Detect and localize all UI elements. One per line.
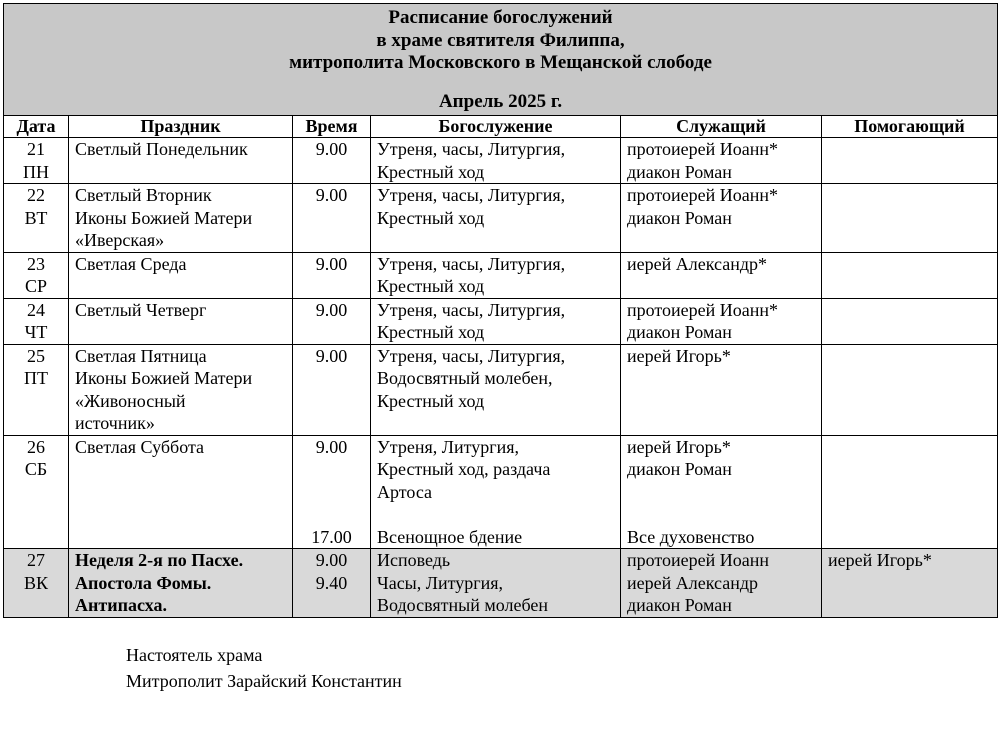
cell-serving bbox=[621, 344, 822, 435]
cell-line: Светлая Среда bbox=[75, 253, 187, 274]
cell-serving bbox=[621, 435, 822, 549]
table-row bbox=[4, 252, 998, 298]
cell-line bbox=[627, 503, 815, 526]
table-row bbox=[4, 435, 998, 549]
cell-line: протоиерей Иоанн* bbox=[627, 299, 779, 320]
cell-line: ПТ bbox=[24, 368, 48, 388]
cell-date bbox=[4, 298, 69, 344]
table-row bbox=[4, 549, 998, 618]
column-header-date: Дата bbox=[4, 116, 69, 138]
cell-date bbox=[4, 435, 69, 549]
title-line: в храме святителя Филиппа, bbox=[376, 29, 625, 51]
cell-time bbox=[293, 184, 371, 253]
rector-title: Настоятель храма bbox=[126, 645, 263, 665]
cell-line bbox=[377, 503, 614, 526]
cell-line: Светлый Вторник bbox=[75, 185, 212, 205]
cell-line: ЧТ bbox=[24, 322, 48, 342]
cell-line: Все духовенство bbox=[627, 526, 755, 547]
cell-line: 24 bbox=[27, 299, 45, 320]
column-header-serving: Служащий bbox=[621, 116, 822, 138]
cell-serving bbox=[621, 549, 822, 618]
cell-time bbox=[293, 252, 371, 298]
table-row bbox=[4, 344, 998, 435]
cell-line: Артоса bbox=[377, 481, 433, 502]
cell-line: 9.00 bbox=[315, 550, 348, 570]
cell-time bbox=[293, 344, 371, 435]
cell-time bbox=[293, 298, 371, 344]
cell-line: иерей Игорь* bbox=[828, 550, 932, 570]
cell-date bbox=[4, 549, 69, 618]
cell-line: СР bbox=[24, 276, 48, 296]
cell-line: Крестный ход bbox=[377, 161, 485, 182]
cell-line: ВТ bbox=[24, 207, 48, 228]
cell-line: диакон Роман bbox=[627, 161, 732, 182]
cell-serving bbox=[621, 252, 822, 298]
cell-feast bbox=[69, 252, 293, 298]
cell-service bbox=[371, 298, 621, 344]
cell-line: Антипасха. bbox=[75, 595, 167, 615]
table-row bbox=[4, 298, 998, 344]
cell-line: Апостола Фомы. bbox=[75, 572, 212, 593]
cell-line: 9.00 bbox=[315, 299, 348, 320]
schedule-sheet bbox=[3, 3, 997, 618]
cell-service bbox=[371, 344, 621, 435]
cell-line bbox=[299, 481, 364, 504]
cell-line bbox=[299, 458, 364, 481]
cell-feast bbox=[69, 344, 293, 435]
cell-line: иерей Александр* bbox=[627, 253, 768, 274]
cell-assisting bbox=[822, 344, 998, 435]
cell-feast bbox=[69, 549, 293, 618]
cell-line: 9.00 bbox=[315, 345, 348, 366]
title-line: митрополита Московского в Мещанской слободе bbox=[289, 52, 712, 73]
cell-service bbox=[371, 549, 621, 618]
cell-date bbox=[4, 252, 69, 298]
cell-line: Утреня, Литургия, bbox=[377, 436, 519, 457]
cell-line: иерей Игорь* bbox=[627, 345, 731, 366]
cell-line: Светлый Понедельник bbox=[75, 139, 248, 159]
cell-line: Водосвятный молебен, bbox=[377, 368, 553, 388]
cell-line: 9.40 bbox=[315, 572, 348, 593]
cell-assisting bbox=[822, 138, 998, 184]
table-row bbox=[4, 184, 998, 253]
cell-date bbox=[4, 138, 69, 184]
cell-line: Утреня, часы, Литургия, bbox=[377, 345, 566, 366]
cell-feast bbox=[69, 435, 293, 549]
cell-line: Часы, Литургия, bbox=[377, 572, 504, 593]
cell-line: «Живоносный bbox=[75, 390, 186, 411]
cell-serving bbox=[621, 138, 822, 184]
cell-service bbox=[371, 252, 621, 298]
cell-line: 9.00 bbox=[315, 139, 348, 159]
schedule-rows bbox=[4, 138, 998, 618]
cell-line: Утреня, часы, Литургия, bbox=[377, 253, 566, 274]
cell-line: 27 bbox=[27, 550, 45, 570]
cell-assisting bbox=[822, 298, 998, 344]
cell-line bbox=[627, 481, 815, 504]
schedule-title bbox=[4, 4, 998, 116]
cell-service bbox=[371, 435, 621, 549]
cell-serving bbox=[621, 298, 822, 344]
month-label: Апрель 2025 г. bbox=[438, 90, 563, 112]
cell-line: ВК bbox=[23, 572, 48, 593]
cell-line: Крестный ход, раздача bbox=[377, 459, 551, 479]
cell-line: протоиерей Иоанн* bbox=[627, 139, 779, 159]
cell-line: источник» bbox=[75, 413, 155, 433]
cell-line: 22 bbox=[27, 185, 45, 205]
cell-line: 25 bbox=[27, 345, 45, 366]
cell-line: Утреня, часы, Литургия, bbox=[377, 139, 566, 159]
column-header-row bbox=[4, 116, 998, 138]
cell-assisting bbox=[822, 184, 998, 253]
cell-line: диакон Роман bbox=[627, 595, 732, 615]
cell-assisting bbox=[822, 252, 998, 298]
cell-line: диакон Роман bbox=[627, 459, 732, 479]
cell-line: Крестный ход bbox=[377, 207, 485, 228]
cell-line: 23 bbox=[27, 253, 45, 274]
schedule-table bbox=[3, 3, 998, 618]
cell-assisting bbox=[822, 549, 998, 618]
cell-time bbox=[293, 435, 371, 549]
cell-line: 9.00 bbox=[315, 436, 348, 457]
cell-line: Утреня, часы, Литургия, bbox=[377, 299, 566, 320]
cell-line: протоиерей Иоанн* bbox=[627, 185, 779, 205]
column-header-service: Богослужение bbox=[371, 116, 621, 138]
cell-serving bbox=[621, 184, 822, 253]
cell-line: протоиерей Иоанн bbox=[627, 550, 770, 570]
column-header-time: Время bbox=[293, 116, 371, 138]
cell-line: ПН bbox=[23, 161, 49, 182]
cell-line: 26 bbox=[27, 436, 45, 457]
cell-line: Неделя 2-я по Пасхе. bbox=[75, 550, 244, 570]
column-header-feast: Праздник bbox=[69, 116, 293, 138]
cell-service bbox=[371, 138, 621, 184]
cell-line: иерей Игорь* bbox=[627, 436, 731, 457]
cell-line: Утреня, часы, Литургия, bbox=[377, 185, 566, 205]
cell-time bbox=[293, 549, 371, 618]
cell-line: Крестный ход bbox=[377, 276, 485, 296]
cell-assisting bbox=[822, 435, 998, 549]
cell-line: диакон Роман bbox=[627, 207, 732, 228]
table-row bbox=[4, 138, 998, 184]
title-line: Расписание богослужений bbox=[388, 7, 613, 28]
cell-date bbox=[4, 344, 69, 435]
cell-line bbox=[299, 503, 364, 526]
cell-line: иерей Александр bbox=[627, 572, 759, 593]
signature-block bbox=[126, 642, 402, 694]
cell-line: 17.00 bbox=[311, 526, 352, 547]
cell-line: Иконы Божией Матери bbox=[75, 207, 253, 228]
cell-line: Иконы Божией Матери bbox=[75, 368, 253, 388]
cell-line: 9.00 bbox=[315, 185, 348, 205]
cell-line: Светлая Пятница bbox=[75, 345, 207, 366]
cell-line: Водосвятный молебен bbox=[377, 595, 549, 615]
cell-line: 21 bbox=[27, 139, 45, 159]
cell-line: Крестный ход bbox=[377, 322, 485, 342]
cell-line: диакон Роман bbox=[627, 322, 732, 342]
cell-line: 9.00 bbox=[315, 253, 348, 274]
cell-service bbox=[371, 184, 621, 253]
cell-line: Исповедь bbox=[377, 550, 451, 570]
cell-feast bbox=[69, 298, 293, 344]
cell-time bbox=[293, 138, 371, 184]
cell-feast bbox=[69, 138, 293, 184]
cell-line: Крестный ход bbox=[377, 390, 485, 411]
column-header-assisting: Помогающий bbox=[822, 116, 998, 138]
rector-name: Митрополит Зарайский Константин bbox=[126, 671, 402, 691]
cell-line: Всенощное бдение bbox=[377, 526, 523, 547]
cell-line: Светлый Четверг bbox=[75, 299, 207, 320]
cell-line: СБ bbox=[24, 459, 48, 479]
cell-line: Светлая Суббота bbox=[75, 436, 205, 457]
cell-line: «Иверская» bbox=[75, 230, 165, 250]
cell-feast bbox=[69, 184, 293, 253]
cell-date bbox=[4, 184, 69, 253]
